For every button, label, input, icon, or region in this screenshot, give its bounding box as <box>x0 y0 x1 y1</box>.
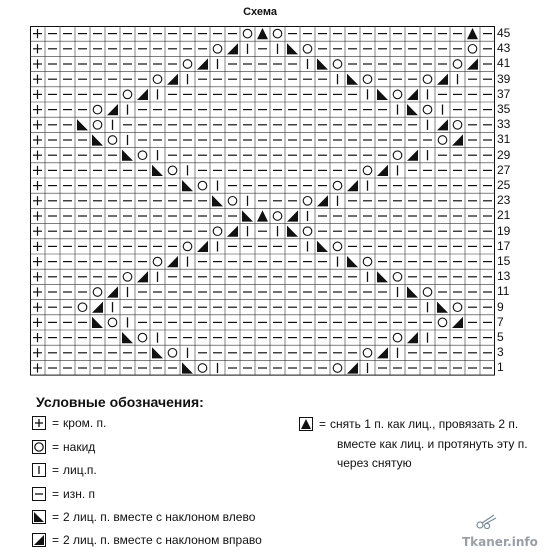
row-number: 45 <box>497 26 511 40</box>
legend-text: снять 1 п. как лиц., провязать 2 п. <box>330 416 519 431</box>
row-number: 19 <box>497 223 511 238</box>
row-number: 29 <box>497 147 511 162</box>
equals-sign: = <box>52 415 60 430</box>
central-decrease-icon <box>299 417 313 431</box>
edge-stitch-icon <box>32 416 46 430</box>
legend-text: 2 лиц. п. вместе с наклоном влево <box>63 509 256 524</box>
k2tog-right-icon <box>32 533 46 547</box>
legend-item-k2tog-right <box>32 532 262 547</box>
equals-sign: = <box>52 486 60 501</box>
legend-text: изн. п <box>63 486 96 501</box>
row-number: 7 <box>497 314 504 329</box>
equals-sign: = <box>52 509 60 524</box>
purl-stitch-icon <box>32 487 46 501</box>
row-number: 41 <box>497 56 511 71</box>
legend-item-edge-stitch <box>32 415 106 430</box>
legend-text: 2 лиц. п. вместе с наклоном вправо <box>63 532 262 547</box>
row-number: 23 <box>497 193 511 208</box>
legend-text: лиц.п. <box>63 462 97 477</box>
legend-item-knit <box>32 462 97 477</box>
legend-item-yarn-over <box>32 439 95 454</box>
legend-item-central-decrease <box>299 416 518 431</box>
scissors-icon <box>476 513 498 529</box>
watermark: Tkaner.info <box>462 535 538 549</box>
row-number: 31 <box>497 132 511 147</box>
row-number: 17 <box>497 238 511 253</box>
row-number: 33 <box>497 117 511 132</box>
row-number: 25 <box>497 178 511 192</box>
row-number: 13 <box>497 269 511 284</box>
row-number: 11 <box>497 284 510 299</box>
yarn-over-icon <box>32 440 46 454</box>
row-number-column <box>497 26 527 376</box>
legend-text: накид <box>63 439 96 454</box>
row-number: 1 <box>497 360 504 375</box>
row-number: 27 <box>497 162 511 177</box>
legend-text: кром. п. <box>63 415 107 430</box>
row-number: 21 <box>497 208 511 223</box>
legend-text-line-3: через снятую <box>337 456 412 470</box>
equals-sign: = <box>52 462 60 477</box>
row-number: 3 <box>497 345 504 360</box>
equals-sign: = <box>319 416 327 431</box>
legend-item-purl <box>32 486 95 501</box>
equals-sign: = <box>52 439 60 454</box>
legend-title: Условные обозначения: <box>36 394 204 410</box>
row-number: 15 <box>497 254 511 268</box>
row-number: 39 <box>497 71 511 86</box>
legend-text-line-2: вместе как лиц. и протянуть эту п. <box>337 437 528 451</box>
row-number: 43 <box>497 41 511 56</box>
knit-stitch-icon <box>32 463 46 477</box>
row-number: 37 <box>497 86 511 101</box>
chart-title: Схема <box>243 6 277 18</box>
row-number: 5 <box>497 330 504 344</box>
row-number: 35 <box>497 102 511 116</box>
legend-item-k2tog-left <box>32 509 255 524</box>
k2tog-left-icon <box>32 510 46 524</box>
row-number: 9 <box>497 299 504 314</box>
equals-sign: = <box>52 532 60 547</box>
knitting-chart-grid <box>30 26 495 376</box>
